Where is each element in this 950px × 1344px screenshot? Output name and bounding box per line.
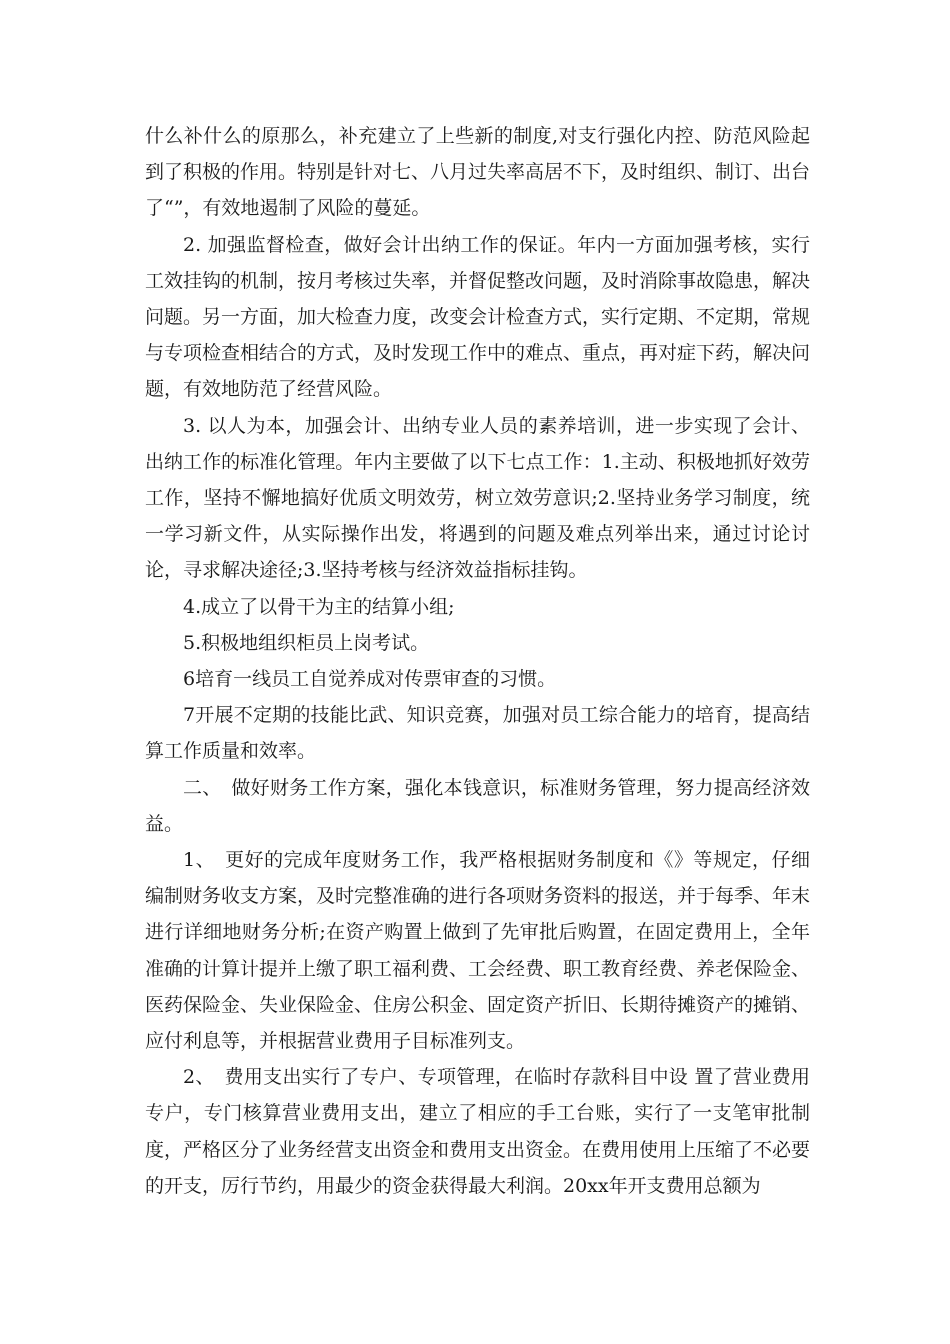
paragraph-4: 4.成立了以骨干为主的结算小组; bbox=[183, 595, 455, 618]
paragraph-7: 7开展不定期的技能比武、知识竞赛，加强对员工综合能力的培育，提高结算工作质量和效率。 bbox=[145, 704, 810, 763]
paragraph-3: 3. 以人为本，加强会计、出纳专业人员的素养培训，进一步实现了会计、出纳工作的标准化管理。年内主要做了以下七点工作：1.主动、积极地抓好效劳工作，坚持不懈地搞好优质文明效劳，树立效劳意识;2.坚持业务学习制度，统一学习新文件，从实际操作出发，将遇到的问题及难点列举出来，通过讨论讨论，寻求解决途径;3.坚持考核与经济效益指标挂钩。 bbox=[145, 414, 810, 582]
paragraph-9: 1、 更好的完成年度财务工作，我严格根据财务制度和《》等规定，仔细编制财务收支方案，及时完整准确的进行各项财务资料的报送，并于每季、年末进行详细地财务分析;在资产购置上做到了先审批后购置，在固定费用上，全年准确的计算计提并上缴了职工福利费、工会经费、职工教育经费、养老保险金、医药保险金、失业保险金、住房公积金、固定资产折旧、长期待摊资产的摊销、应付利息等，并根据营业费用子目标准列支。 bbox=[145, 849, 811, 1053]
paragraph-5: 5.积极地组织柜员上岗考试。 bbox=[183, 631, 430, 654]
paragraph-6: 6培育一线员工自觉养成对传票审查的习惯。 bbox=[183, 668, 557, 691]
paragraph-2: 2. 加强监督检查，做好会计出纳工作的保证。年内一方面加强考核，实行工效挂钩的机制，按月考核过失率，并督促整改问题，及时消除事故隐患，解决问题。另一方面，加大检查力度，改变会计检查方式，实行定期、不定期，常规与专项检查相结合的方式，及时发现工作中的难点、重点，再对症下药，解决问题，有效地防范了经营风险。 bbox=[145, 233, 811, 401]
document-body bbox=[145, 118, 810, 1204]
paragraph-10: 2、 费用支出实行了专户、专项管理，在临时存款科目中设 置了营业费用专户，专门核算营业费用支出，建立了相应的手工台账，实行了一支笔审批制度，严格区分了业务经营支出资金和费用支出资金。在费用使用上压缩了不必要的开支，厉行节约，用最少的资金获得最大利润。20xx年开支费用总额为 bbox=[145, 1066, 811, 1197]
section-heading-2: 二、 做好财务工作方案，强化本钱意识，标准财务管理，努力提高经济效益。 bbox=[145, 776, 810, 835]
paragraph-1: 什么补什么的原那么，补充建立了上些新的制度,对支行强化内控、防范风险起到了积极的作用。特别是针对七、八月过失率高居不下，及时组织、制订、出台了“”，有效地遏制了风险的蔓延。 bbox=[145, 125, 811, 220]
